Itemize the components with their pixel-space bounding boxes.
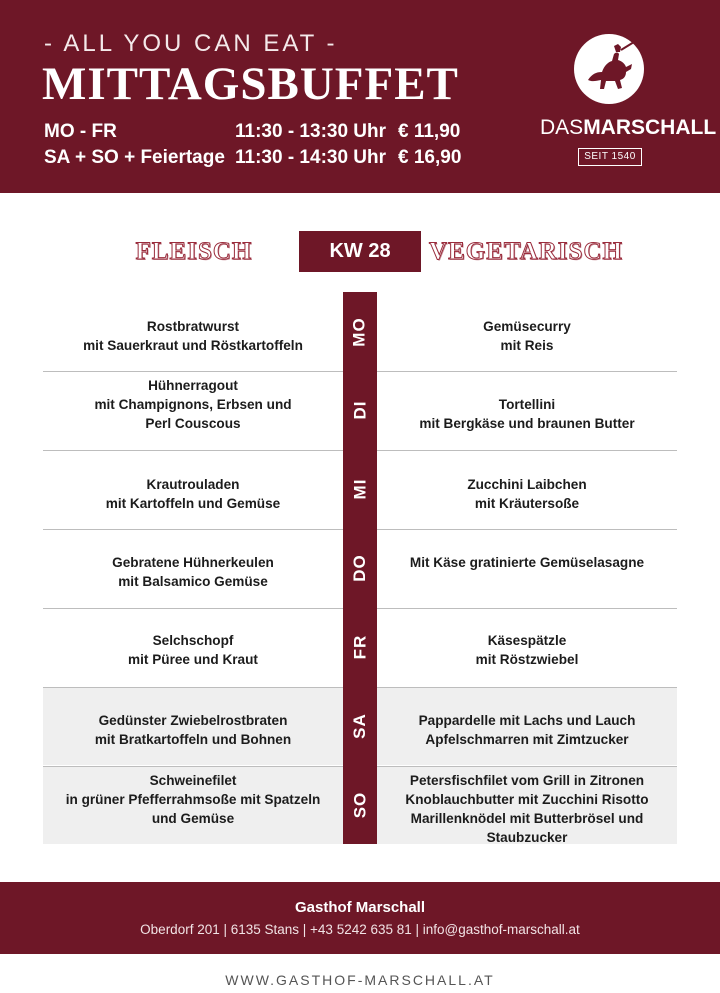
day-label	[343, 696, 377, 756]
dish-line: mit Balsamico Gemüse	[118, 574, 268, 589]
hours-time: 11:30 - 13:30 Uhr	[235, 121, 387, 142]
meat-dish	[44, 376, 342, 433]
dish-line: Hühnerragout	[148, 378, 238, 393]
dish-line: Gebratene Hühnerkeulen	[112, 555, 274, 570]
vegetarian-dish	[378, 771, 676, 847]
hours-time: 11:30 - 14:30 Uhr	[235, 147, 387, 168]
day-label	[343, 380, 377, 440]
vegetarian-dish	[378, 711, 676, 749]
dish-line: und Gemüse	[151, 811, 235, 826]
footer-address: Oberdorf 201 | 6135 Stans | +43 5242 635 81 | info@gasthof-marschall.at	[140, 922, 580, 937]
hours-days: MO - FR	[44, 121, 117, 142]
dish-line: Gedünster Zwiebelrostbraten	[98, 713, 288, 728]
since-badge: SEIT 1540	[578, 148, 642, 166]
dish-line: Apfelschmarren mit Zimtzucker	[425, 732, 629, 747]
hours-row	[44, 147, 474, 173]
hours-price: € 11,90	[398, 121, 461, 142]
vegetarian-dish	[378, 631, 676, 669]
meat-dish	[44, 475, 342, 513]
day-label	[343, 617, 377, 677]
header-banner	[0, 0, 720, 193]
dish-line: Marillenknödel mit Butterbrösel und	[410, 811, 644, 826]
dish-line: mit Kartoffeln und Gemüse	[105, 496, 281, 511]
dish-line: mit Bergkäse und braunen Butter	[419, 416, 635, 431]
meat-dish	[44, 631, 342, 669]
dish-line: Petersfischfilet vom Grill in Zitronen	[409, 773, 645, 788]
dish-line: mit Reis	[500, 338, 554, 353]
dish-line: Rostbratwurst	[146, 319, 240, 334]
dish-line: Krautrouladen	[146, 477, 240, 492]
dish-line: Knoblauchbutter mit Zucchini Risotto	[405, 792, 649, 807]
brand-prefix: DAS	[540, 116, 584, 139]
dish-line: Käsespätzle	[487, 633, 567, 648]
week-badge: KW 28	[299, 231, 421, 272]
dish-line: in grüner Pfefferrahmsoße mit Spatzeln	[65, 792, 321, 807]
brand-main: MARSCHALL	[583, 116, 717, 139]
hours-row	[44, 121, 474, 147]
day-label	[343, 459, 377, 519]
meat-dish	[44, 317, 342, 355]
dish-line: mit Bratkartoffeln und Bohnen	[94, 732, 292, 747]
vegetarian-column-title: VEGETARISCH	[429, 238, 623, 265]
vegetarian-dish	[378, 475, 676, 513]
footer-banner	[0, 882, 720, 954]
day-label-text: DI	[350, 400, 369, 420]
vegetarian-dish	[378, 317, 676, 355]
vegetarian-dish	[378, 395, 676, 433]
meat-dish	[44, 711, 342, 749]
day-label	[343, 538, 377, 598]
tagline: - ALL YOU CAN EAT -	[44, 30, 338, 57]
meat-dish	[44, 771, 342, 828]
day-label	[343, 302, 377, 362]
website-link[interactable]: WWW.GASTHOF-MARSCHALL.AT	[225, 972, 495, 988]
dish-line: Pappardelle mit Lachs und Lauch	[418, 713, 636, 728]
dish-line: mit Püree und Kraut	[128, 652, 258, 667]
meat-dish	[44, 553, 342, 591]
dish-line: Mit Käse gratinierte Gemüselasagne	[409, 555, 645, 570]
day-label-text: MI	[349, 478, 369, 500]
footer-business-name: Gasthof Marschall	[294, 899, 426, 916]
dish-line: mit Röstzwiebel	[475, 652, 579, 667]
hours-price: € 16,90	[398, 147, 462, 168]
rider-on-horse-icon	[574, 34, 644, 104]
dish-line: Gemüsecurry	[483, 319, 571, 334]
opening-hours	[44, 121, 474, 173]
dish-line: Zucchini Laibchen	[467, 477, 587, 492]
dish-line: Staubzucker	[486, 830, 568, 845]
logo	[540, 30, 717, 170]
brand-name	[540, 116, 717, 140]
day-label-text: SA	[350, 713, 369, 739]
day-label-text: MO	[349, 317, 369, 347]
day-label	[343, 775, 377, 835]
vegetarian-dish	[378, 553, 676, 572]
dish-line: Perl Couscous	[145, 416, 241, 431]
headline: MITTAGSBUFFET	[42, 58, 459, 110]
meat-column-title: FLEISCH	[135, 238, 253, 265]
day-label-text: SO	[350, 791, 369, 819]
dish-line: mit Champignons, Erbsen und	[94, 397, 292, 412]
day-label-text: DO	[350, 554, 369, 582]
dish-line: Selchschopf	[152, 633, 234, 648]
hours-days: SA + SO + Feiertage	[44, 147, 225, 168]
day-label-text: FR	[349, 634, 369, 660]
dish-line: mit Kräutersoße	[474, 496, 580, 511]
dish-line: mit Sauerkraut und Röstkartoffeln	[83, 338, 303, 353]
dish-line: Schweinefilet	[149, 773, 237, 788]
dish-line: Tortellini	[498, 397, 556, 412]
